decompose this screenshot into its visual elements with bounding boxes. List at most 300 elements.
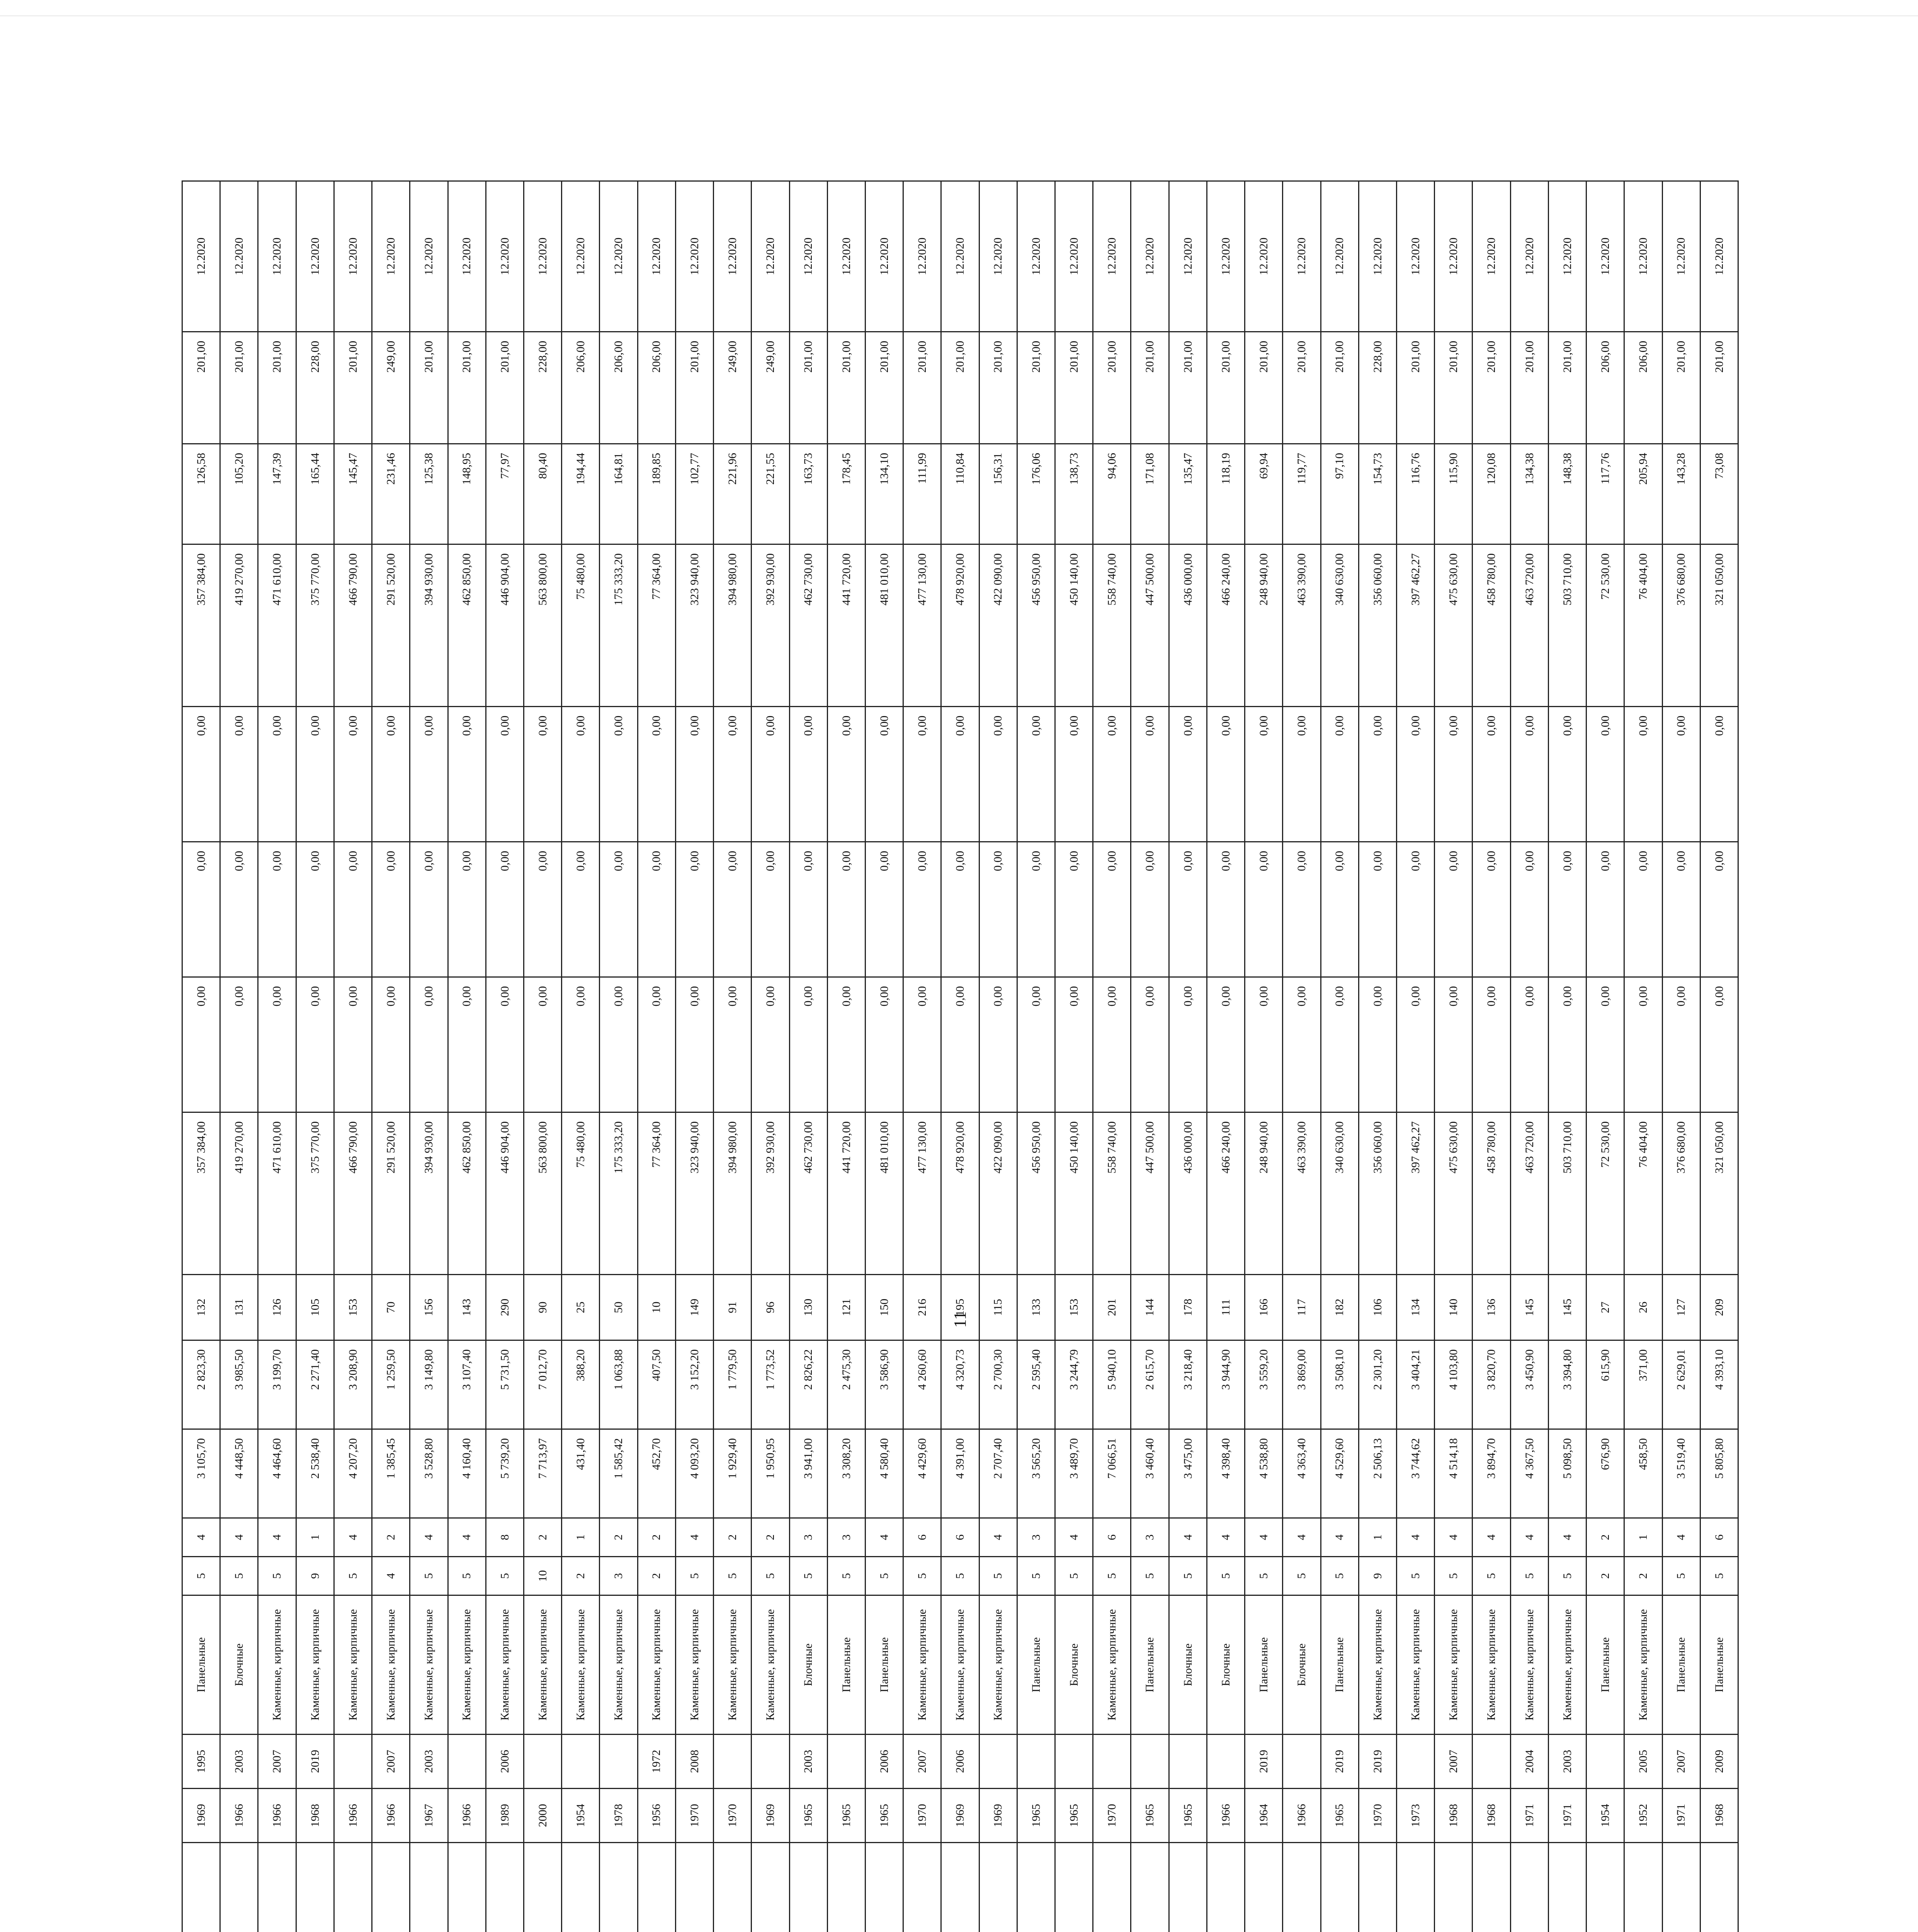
cost-fund-1-cell: 0,00 xyxy=(182,977,220,1112)
address-cell xyxy=(486,1843,524,1932)
total-area-cell: 2 707,40 xyxy=(979,1429,1017,1518)
living-area-cell: 3 820,70 xyxy=(1473,1340,1510,1429)
unit-cost-cell: 194,44 xyxy=(562,444,600,544)
entrances-cell: 3 xyxy=(1131,1518,1169,1557)
max-unit-cost-cell: 201,00 xyxy=(1473,332,1510,444)
total-cost-cell: 375 770,00 xyxy=(296,1112,334,1275)
floors-cell: 5 xyxy=(1283,1557,1321,1595)
entrances-cell: 4 xyxy=(979,1518,1017,1557)
residents-cell: 131 xyxy=(220,1275,258,1340)
entrances-cell: 2 xyxy=(1586,1518,1624,1557)
entrances-cell: 4 xyxy=(1207,1518,1245,1557)
owner-funds-cell: 441 720,00 xyxy=(827,544,865,707)
residents-cell: 126 xyxy=(258,1275,296,1340)
total-area-cell: 452,70 xyxy=(638,1429,675,1518)
total-cost-cell: 477 130,00 xyxy=(903,1112,941,1275)
cost-fund-1-cell: 0,00 xyxy=(1548,977,1586,1112)
cost-fund-2-cell: 0,00 xyxy=(1321,842,1359,977)
address-cell xyxy=(410,1843,448,1932)
unit-cost-cell: 178,45 xyxy=(827,444,865,544)
unit-cost-cell: 205,94 xyxy=(1624,444,1662,544)
year-renovated-cell: 2019 xyxy=(1359,1735,1396,1789)
year-built-cell: 1966 xyxy=(448,1789,486,1843)
cost-fund-2-cell: 0,00 xyxy=(1510,842,1548,977)
living-area-cell: 3 586,90 xyxy=(865,1340,903,1429)
entrances-cell: 4 xyxy=(1510,1518,1548,1557)
owner-funds-cell: 463 720,00 xyxy=(1510,544,1548,707)
living-area-cell: 3 199,70 xyxy=(258,1340,296,1429)
cost-fund-1-cell: 0,00 xyxy=(372,977,410,1112)
floors-cell: 2 xyxy=(562,1557,600,1595)
cost-fund-1-cell: 0,00 xyxy=(638,977,675,1112)
address-cell xyxy=(1093,1843,1131,1932)
total-cost-cell: 75 480,00 xyxy=(562,1112,600,1275)
entrances-cell: 4 xyxy=(334,1518,372,1557)
cost-fund-2-cell: 0,00 xyxy=(220,842,258,977)
cost-fund-1-cell: 0,00 xyxy=(1700,977,1738,1112)
year-renovated-cell: 2007 xyxy=(1662,1735,1700,1789)
cost-fund-1-cell: 0,00 xyxy=(1397,977,1435,1112)
address-cell xyxy=(1055,1843,1093,1932)
total-area-cell: 4 160,40 xyxy=(448,1429,486,1518)
table-row xyxy=(1435,181,1473,1932)
max-unit-cost-cell: 201,00 xyxy=(1397,332,1435,444)
year-renovated-cell: 2009 xyxy=(1700,1735,1738,1789)
max-unit-cost-cell: 201,00 xyxy=(1169,332,1207,444)
floors-cell: 5 xyxy=(789,1557,827,1595)
residents-cell: 91 xyxy=(714,1275,752,1340)
year-built-cell: 1970 xyxy=(714,1789,752,1843)
cost-fund-1-cell: 0,00 xyxy=(486,977,524,1112)
wall-material-cell: Каменные, кирпичные xyxy=(486,1595,524,1735)
table-row xyxy=(562,181,600,1932)
table-row xyxy=(448,181,486,1932)
living-area-cell: 2 700,30 xyxy=(979,1340,1017,1429)
wall-material-cell: Панельные xyxy=(865,1595,903,1735)
completion-date-cell: 12.2020 xyxy=(1169,181,1207,332)
completion-date-cell: 12.2020 xyxy=(1093,181,1131,332)
total-area-cell: 1 385,45 xyxy=(372,1429,410,1518)
wall-material-cell: Каменные, кирпичные xyxy=(714,1595,752,1735)
cost-fund-3-cell: 0,00 xyxy=(865,707,903,842)
cost-fund-3-cell: 0,00 xyxy=(1548,707,1586,842)
table-row xyxy=(1473,181,1510,1932)
residents-cell: 115 xyxy=(979,1275,1017,1340)
unit-cost-cell: 221,96 xyxy=(714,444,752,544)
total-area-cell: 4 538,80 xyxy=(1245,1429,1283,1518)
residents-cell: 27 xyxy=(1586,1275,1624,1340)
owner-funds-cell: 248 940,00 xyxy=(1245,544,1283,707)
completion-date-cell: 12.2020 xyxy=(258,181,296,332)
unit-cost-cell: 105,20 xyxy=(220,444,258,544)
cost-fund-3-cell: 0,00 xyxy=(1624,707,1662,842)
total-cost-cell: 478 920,00 xyxy=(941,1112,979,1275)
total-cost-cell: 356 060,00 xyxy=(1359,1112,1396,1275)
total-area-cell: 4 398,40 xyxy=(1207,1429,1245,1518)
cost-fund-2-cell: 0,00 xyxy=(1283,842,1321,977)
wall-material-cell: Каменные, кирпичные xyxy=(752,1595,789,1735)
residents-cell: 136 xyxy=(1473,1275,1510,1340)
address-cell xyxy=(1473,1843,1510,1932)
owner-funds-cell: 463 390,00 xyxy=(1283,544,1321,707)
unit-cost-cell: 117,76 xyxy=(1586,444,1624,544)
max-unit-cost-cell: 201,00 xyxy=(941,332,979,444)
living-area-cell: 4 260,60 xyxy=(903,1340,941,1429)
owner-funds-cell: 471 610,00 xyxy=(258,544,296,707)
entrances-cell: 6 xyxy=(1093,1518,1131,1557)
owner-funds-cell: 436 000,00 xyxy=(1169,544,1207,707)
residents-cell: 90 xyxy=(524,1275,561,1340)
max-unit-cost-cell: 201,00 xyxy=(1207,332,1245,444)
address-cell xyxy=(372,1843,410,1932)
total-area-cell: 3 489,70 xyxy=(1055,1429,1093,1518)
wall-material-cell: Панельные xyxy=(1131,1595,1169,1735)
cost-fund-1-cell: 0,00 xyxy=(1055,977,1093,1112)
cost-fund-3-cell: 0,00 xyxy=(1473,707,1510,842)
residents-cell: 209 xyxy=(1700,1275,1738,1340)
entrances-cell: 4 xyxy=(1055,1518,1093,1557)
total-cost-cell: 475 630,00 xyxy=(1435,1112,1473,1275)
completion-date-cell: 12.2020 xyxy=(562,181,600,332)
cost-fund-2-cell: 0,00 xyxy=(600,842,638,977)
wall-material-cell: Панельные xyxy=(1017,1595,1055,1735)
year-built-cell: 1965 xyxy=(1321,1789,1359,1843)
max-unit-cost-cell: 201,00 xyxy=(827,332,865,444)
total-cost-cell: 558 740,00 xyxy=(1093,1112,1131,1275)
table-row xyxy=(1283,181,1321,1932)
entrances-cell: 6 xyxy=(941,1518,979,1557)
cost-fund-2-cell: 0,00 xyxy=(675,842,713,977)
wall-material-cell: Панельные xyxy=(1586,1595,1624,1735)
cost-fund-2-cell: 0,00 xyxy=(1662,842,1700,977)
cost-fund-3-cell: 0,00 xyxy=(1055,707,1093,842)
cost-fund-2-cell: 0,00 xyxy=(1055,842,1093,977)
year-renovated-cell xyxy=(524,1735,561,1789)
address-cell xyxy=(296,1843,334,1932)
address-cell xyxy=(1169,1843,1207,1932)
cost-fund-3-cell: 0,00 xyxy=(372,707,410,842)
max-unit-cost-cell: 201,00 xyxy=(1245,332,1283,444)
table-row xyxy=(941,181,979,1932)
total-cost-cell: 447 500,00 xyxy=(1131,1112,1169,1275)
cost-fund-1-cell: 0,00 xyxy=(789,977,827,1112)
floors-cell: 5 xyxy=(903,1557,941,1595)
year-built-cell: 1966 xyxy=(334,1789,372,1843)
unit-cost-cell: 148,95 xyxy=(448,444,486,544)
cost-fund-2-cell: 0,00 xyxy=(865,842,903,977)
total-cost-cell: 323 940,00 xyxy=(675,1112,713,1275)
cost-fund-2-cell: 0,00 xyxy=(941,842,979,977)
cost-fund-2-cell: 0,00 xyxy=(1169,842,1207,977)
page-number: 11 xyxy=(950,1311,969,1328)
cost-fund-1-cell: 0,00 xyxy=(524,977,561,1112)
year-renovated-cell: 2008 xyxy=(675,1735,713,1789)
entrances-cell: 2 xyxy=(638,1518,675,1557)
total-area-cell: 3 105,70 xyxy=(182,1429,220,1518)
total-cost-cell: 419 270,00 xyxy=(220,1112,258,1275)
living-area-cell: 7 012,70 xyxy=(524,1340,561,1429)
owner-funds-cell: 357 384,00 xyxy=(182,544,220,707)
total-area-cell: 4 207,20 xyxy=(334,1429,372,1518)
cost-fund-2-cell: 0,00 xyxy=(789,842,827,977)
unit-cost-cell: 116,76 xyxy=(1397,444,1435,544)
entrances-cell: 2 xyxy=(714,1518,752,1557)
year-built-cell: 2000 xyxy=(524,1789,561,1843)
wall-material-cell: Каменные, кирпичные xyxy=(562,1595,600,1735)
total-area-cell: 4 093,20 xyxy=(675,1429,713,1518)
living-area-cell: 3 149,80 xyxy=(410,1340,448,1429)
cost-fund-2-cell: 0,00 xyxy=(1473,842,1510,977)
unit-cost-cell: 143,28 xyxy=(1662,444,1700,544)
total-cost-cell: 471 610,00 xyxy=(258,1112,296,1275)
address-cell xyxy=(182,1843,220,1932)
floors-cell: 4 xyxy=(372,1557,410,1595)
year-renovated-cell xyxy=(1473,1735,1510,1789)
owner-funds-cell: 447 500,00 xyxy=(1131,544,1169,707)
floors-cell: 5 xyxy=(410,1557,448,1595)
owner-funds-cell: 478 920,00 xyxy=(941,544,979,707)
wall-material-cell: Блочные xyxy=(1169,1595,1207,1735)
completion-date-cell: 12.2020 xyxy=(1245,181,1283,332)
cost-fund-1-cell: 0,00 xyxy=(1473,977,1510,1112)
year-built-cell: 1952 xyxy=(1624,1789,1662,1843)
year-renovated-cell xyxy=(448,1735,486,1789)
cost-fund-1-cell: 0,00 xyxy=(220,977,258,1112)
wall-material-cell: Каменные, кирпичные xyxy=(1624,1595,1662,1735)
cost-fund-1-cell: 0,00 xyxy=(1359,977,1396,1112)
address-cell xyxy=(1321,1843,1359,1932)
cost-fund-1-cell: 0,00 xyxy=(448,977,486,1112)
table-row xyxy=(1017,181,1055,1932)
address-cell xyxy=(1283,1843,1321,1932)
total-cost-cell: 503 710,00 xyxy=(1548,1112,1586,1275)
floors-cell: 2 xyxy=(638,1557,675,1595)
living-area-cell: 2 271,40 xyxy=(296,1340,334,1429)
cost-fund-1-cell: 0,00 xyxy=(941,977,979,1112)
address-cell xyxy=(1662,1843,1700,1932)
total-area-cell: 4 448,50 xyxy=(220,1429,258,1518)
total-area-cell: 3 744,62 xyxy=(1397,1429,1435,1518)
completion-date-cell: 12.2020 xyxy=(372,181,410,332)
unit-cost-cell: 165,44 xyxy=(296,444,334,544)
unit-cost-cell: 77,97 xyxy=(486,444,524,544)
living-area-cell: 3 404,21 xyxy=(1397,1340,1435,1429)
entrances-cell: 4 xyxy=(258,1518,296,1557)
entrances-cell: 4 xyxy=(1435,1518,1473,1557)
unit-cost-cell: 156,31 xyxy=(979,444,1017,544)
max-unit-cost-cell: 228,00 xyxy=(296,332,334,444)
cost-fund-2-cell: 0,00 xyxy=(1435,842,1473,977)
living-area-cell: 3 985,50 xyxy=(220,1340,258,1429)
cost-fund-2-cell: 0,00 xyxy=(1624,842,1662,977)
total-cost-cell: 376 680,00 xyxy=(1662,1112,1700,1275)
cost-fund-1-cell: 0,00 xyxy=(1624,977,1662,1112)
max-unit-cost-cell: 206,00 xyxy=(638,332,675,444)
floors-cell: 5 xyxy=(258,1557,296,1595)
floors-cell: 5 xyxy=(752,1557,789,1595)
max-unit-cost-cell: 201,00 xyxy=(675,332,713,444)
cost-fund-3-cell: 0,00 xyxy=(1207,707,1245,842)
total-area-cell: 7 066,51 xyxy=(1093,1429,1131,1518)
unit-cost-cell: 138,73 xyxy=(1055,444,1093,544)
unit-cost-cell: 171,08 xyxy=(1131,444,1169,544)
residents-cell: 10 xyxy=(638,1275,675,1340)
floors-cell: 5 xyxy=(1473,1557,1510,1595)
completion-date-cell: 12.2020 xyxy=(486,181,524,332)
year-renovated-cell: 1972 xyxy=(638,1735,675,1789)
table-row xyxy=(1662,181,1700,1932)
completion-date-cell: 12.2020 xyxy=(1359,181,1396,332)
cost-fund-2-cell: 0,00 xyxy=(903,842,941,977)
cost-fund-3-cell: 0,00 xyxy=(941,707,979,842)
owner-funds-cell: 323 940,00 xyxy=(675,544,713,707)
residents-cell: 96 xyxy=(752,1275,789,1340)
max-unit-cost-cell: 249,00 xyxy=(372,332,410,444)
living-area-cell: 5 731,50 xyxy=(486,1340,524,1429)
total-area-cell: 3 941,00 xyxy=(789,1429,827,1518)
year-built-cell: 1969 xyxy=(941,1789,979,1843)
cost-fund-3-cell: 0,00 xyxy=(524,707,561,842)
cost-fund-3-cell: 0,00 xyxy=(1283,707,1321,842)
unit-cost-cell: 115,90 xyxy=(1435,444,1473,544)
owner-funds-cell: 419 270,00 xyxy=(220,544,258,707)
address-cell xyxy=(524,1843,561,1932)
floors-cell: 5 xyxy=(448,1557,486,1595)
wall-material-cell: Каменные, кирпичные xyxy=(903,1595,941,1735)
cost-fund-3-cell: 0,00 xyxy=(903,707,941,842)
owner-funds-cell: 291 520,00 xyxy=(372,544,410,707)
total-area-cell: 2 506,13 xyxy=(1359,1429,1396,1518)
cost-fund-1-cell: 0,00 xyxy=(1662,977,1700,1112)
year-built-cell: 1967 xyxy=(410,1789,448,1843)
year-built-cell: 1965 xyxy=(1131,1789,1169,1843)
year-built-cell: 1969 xyxy=(752,1789,789,1843)
owner-funds-cell: 466 790,00 xyxy=(334,544,372,707)
table-row xyxy=(372,181,410,1932)
year-built-cell: 1970 xyxy=(1359,1789,1396,1843)
owner-funds-cell: 375 770,00 xyxy=(296,544,334,707)
unit-cost-cell: 120,08 xyxy=(1473,444,1510,544)
total-area-cell: 4 391,00 xyxy=(941,1429,979,1518)
table-row xyxy=(714,181,752,1932)
floors-cell: 5 xyxy=(1700,1557,1738,1595)
address-cell xyxy=(979,1843,1017,1932)
unit-cost-cell: 221,55 xyxy=(752,444,789,544)
living-area-cell: 3 450,90 xyxy=(1510,1340,1548,1429)
total-cost-cell: 394 930,00 xyxy=(410,1112,448,1275)
cost-fund-3-cell: 0,00 xyxy=(675,707,713,842)
max-unit-cost-cell: 228,00 xyxy=(1359,332,1396,444)
total-cost-cell: 466 790,00 xyxy=(334,1112,372,1275)
year-renovated-cell xyxy=(827,1735,865,1789)
year-built-cell: 1966 xyxy=(372,1789,410,1843)
unit-cost-cell: 163,73 xyxy=(789,444,827,544)
entrances-cell: 2 xyxy=(752,1518,789,1557)
wall-material-cell: Каменные, кирпичные xyxy=(410,1595,448,1735)
unit-cost-cell: 97,10 xyxy=(1321,444,1359,544)
max-unit-cost-cell: 201,00 xyxy=(1662,332,1700,444)
year-built-cell: 1971 xyxy=(1548,1789,1586,1843)
owner-funds-cell: 503 710,00 xyxy=(1548,544,1586,707)
year-renovated-cell xyxy=(1017,1735,1055,1789)
cost-fund-2-cell: 0,00 xyxy=(827,842,865,977)
residents-cell: 153 xyxy=(1055,1275,1093,1340)
year-built-cell: 1965 xyxy=(1055,1789,1093,1843)
owner-funds-cell: 76 404,00 xyxy=(1624,544,1662,707)
cost-fund-2-cell: 0,00 xyxy=(334,842,372,977)
table-row xyxy=(979,181,1017,1932)
wall-material-cell: Каменные, кирпичные xyxy=(1510,1595,1548,1735)
cost-fund-2-cell: 0,00 xyxy=(638,842,675,977)
year-renovated-cell xyxy=(1207,1735,1245,1789)
address-cell xyxy=(1359,1843,1396,1932)
completion-date-cell: 12.2020 xyxy=(220,181,258,332)
cost-fund-3-cell: 0,00 xyxy=(1131,707,1169,842)
completion-date-cell: 12.2020 xyxy=(448,181,486,332)
max-unit-cost-cell: 249,00 xyxy=(714,332,752,444)
completion-date-cell: 12.2020 xyxy=(1700,181,1738,332)
cost-fund-2-cell: 0,00 xyxy=(296,842,334,977)
wall-material-cell: Каменные, кирпичные xyxy=(334,1595,372,1735)
year-renovated-cell: 2006 xyxy=(941,1735,979,1789)
year-built-cell: 1978 xyxy=(600,1789,638,1843)
living-area-cell: 1 779,50 xyxy=(714,1340,752,1429)
entrances-cell: 3 xyxy=(827,1518,865,1557)
floors-cell: 3 xyxy=(600,1557,638,1595)
cost-fund-1-cell: 0,00 xyxy=(1245,977,1283,1112)
cost-fund-3-cell: 0,00 xyxy=(1017,707,1055,842)
table-row xyxy=(903,181,941,1932)
cost-fund-1-cell: 0,00 xyxy=(714,977,752,1112)
residents-cell: 143 xyxy=(448,1275,486,1340)
cost-fund-3-cell: 0,00 xyxy=(789,707,827,842)
floors-cell: 5 xyxy=(486,1557,524,1595)
owner-funds-cell: 392 930,00 xyxy=(752,544,789,707)
address-cell xyxy=(1207,1843,1245,1932)
total-area-cell: 4 580,40 xyxy=(865,1429,903,1518)
max-unit-cost-cell: 249,00 xyxy=(752,332,789,444)
year-built-cell: 1965 xyxy=(865,1789,903,1843)
living-area-cell: 2 826,22 xyxy=(789,1340,827,1429)
total-area-cell: 5 098,50 xyxy=(1548,1429,1586,1518)
max-unit-cost-cell: 206,00 xyxy=(600,332,638,444)
table-row xyxy=(1093,181,1131,1932)
unit-cost-cell: 231,46 xyxy=(372,444,410,544)
cost-fund-2-cell: 0,00 xyxy=(1131,842,1169,977)
completion-date-cell: 12.2020 xyxy=(903,181,941,332)
total-area-cell: 3 519,40 xyxy=(1662,1429,1700,1518)
residents-cell: 111 xyxy=(1207,1275,1245,1340)
residents-cell: 149 xyxy=(675,1275,713,1340)
cost-fund-3-cell: 0,00 xyxy=(1700,707,1738,842)
total-area-cell: 4 514,18 xyxy=(1435,1429,1473,1518)
max-unit-cost-cell: 201,00 xyxy=(1055,332,1093,444)
cost-fund-1-cell: 0,00 xyxy=(1131,977,1169,1112)
entrances-cell: 3 xyxy=(1017,1518,1055,1557)
total-area-cell: 3 475,00 xyxy=(1169,1429,1207,1518)
max-unit-cost-cell: 201,00 xyxy=(903,332,941,444)
year-built-cell: 1968 xyxy=(1473,1789,1510,1843)
entrances-cell: 2 xyxy=(524,1518,561,1557)
total-area-cell: 3 460,40 xyxy=(1131,1429,1169,1518)
cost-fund-2-cell: 0,00 xyxy=(524,842,561,977)
year-renovated-cell: 2003 xyxy=(789,1735,827,1789)
cost-fund-3-cell: 0,00 xyxy=(258,707,296,842)
owner-funds-cell: 475 630,00 xyxy=(1435,544,1473,707)
total-area-cell: 7 713,97 xyxy=(524,1429,561,1518)
total-cost-cell: 450 140,00 xyxy=(1055,1112,1093,1275)
total-area-cell: 458,50 xyxy=(1624,1429,1662,1518)
